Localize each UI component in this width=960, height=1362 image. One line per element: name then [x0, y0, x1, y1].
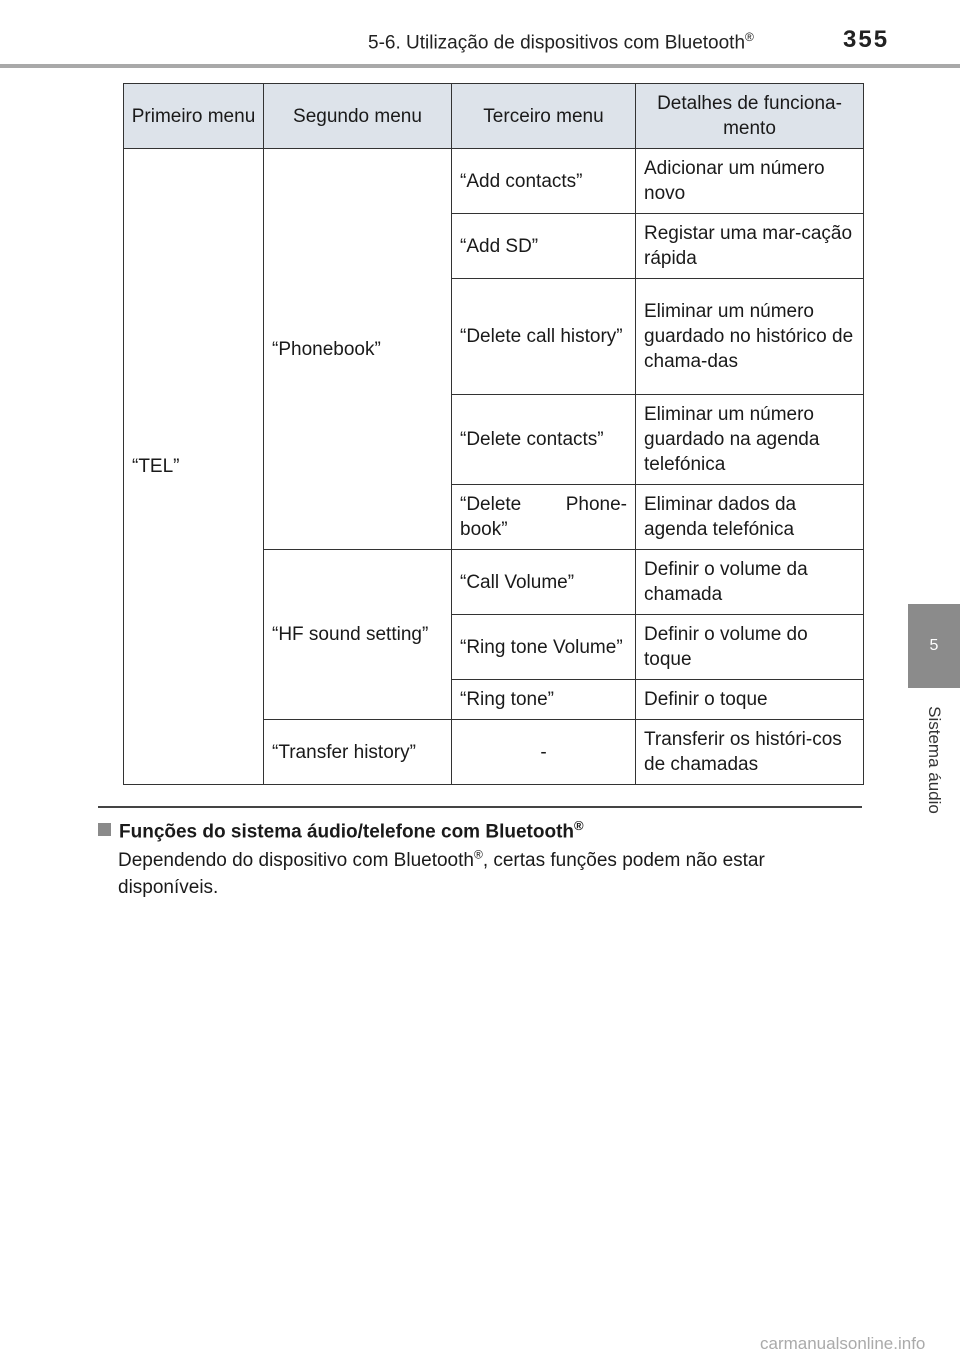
- first-menu-cell: “TEL”: [124, 149, 264, 785]
- menu-table: [123, 83, 864, 785]
- header-first-menu: Primeiro menu: [124, 84, 264, 149]
- header-details: Detalhes de funciona-mento: [636, 84, 864, 149]
- details-cell: Definir o volume da chamada: [636, 550, 864, 615]
- details-cell: Adicionar um número novo: [636, 149, 864, 214]
- watermark-text: carmanualsonline.info: [760, 1334, 926, 1353]
- page-number: 355: [843, 26, 890, 53]
- third-menu-cell: “Delete contacts”: [452, 395, 636, 485]
- header-second-menu: Segundo menu: [264, 84, 452, 149]
- third-menu-cell: “Add contacts”: [452, 149, 636, 214]
- second-menu-cell: “HF sound setting”: [264, 550, 452, 720]
- details-cell: Eliminar dados da agenda telefónica: [636, 485, 864, 550]
- details-cell: Definir o volume do toque: [636, 615, 864, 680]
- registered-mark: ®: [745, 30, 754, 44]
- header-third-menu: Terceiro menu: [452, 84, 636, 149]
- registered-mark: ®: [473, 847, 483, 862]
- third-menu-cell: “Ring tone”: [452, 680, 636, 720]
- third-menu-cell: “Delete call history”: [452, 279, 636, 395]
- section-heading: Funções do sistema áudio/telefone com Bluetooth®: [98, 818, 584, 843]
- chapter-number: 5: [929, 637, 939, 654]
- third-menu-cell: “Delete Phone-book”: [452, 485, 636, 550]
- details-cell: Eliminar um número guardado no histórico de chama-das: [636, 279, 864, 395]
- table-row: [124, 149, 864, 214]
- chapter-tab: [908, 604, 960, 688]
- details-cell: Transferir os históri-cos de chamadas: [636, 720, 864, 785]
- details-cell: Definir o toque: [636, 680, 864, 720]
- header-rule: [0, 64, 960, 68]
- section-rule: [98, 806, 862, 808]
- section-body: Dependendo do dispositivo com Bluetooth®, certas funções podem não estar disponíveis.: [118, 847, 765, 898]
- registered-mark: ®: [574, 818, 584, 833]
- third-menu-cell: “Add SD”: [452, 214, 636, 279]
- third-menu-cell: -: [452, 720, 636, 785]
- square-bullet-icon: [98, 823, 111, 836]
- third-menu-cell: “Ring tone Volume”: [452, 615, 636, 680]
- page-header-title: 5-6. Utilização de dispositivos com Bluetooth®: [368, 30, 754, 54]
- table-header-row: [124, 84, 864, 149]
- second-menu-cell: “Phonebook”: [264, 149, 452, 550]
- details-cell: Registar uma mar-cação rápida: [636, 214, 864, 279]
- second-menu-cell: “Transfer history”: [264, 720, 452, 785]
- chapter-label: Sistema áudio: [925, 706, 944, 814]
- third-menu-cell: “Call Volume”: [452, 550, 636, 615]
- details-cell: Eliminar um número guardado na agenda telefónica: [636, 395, 864, 485]
